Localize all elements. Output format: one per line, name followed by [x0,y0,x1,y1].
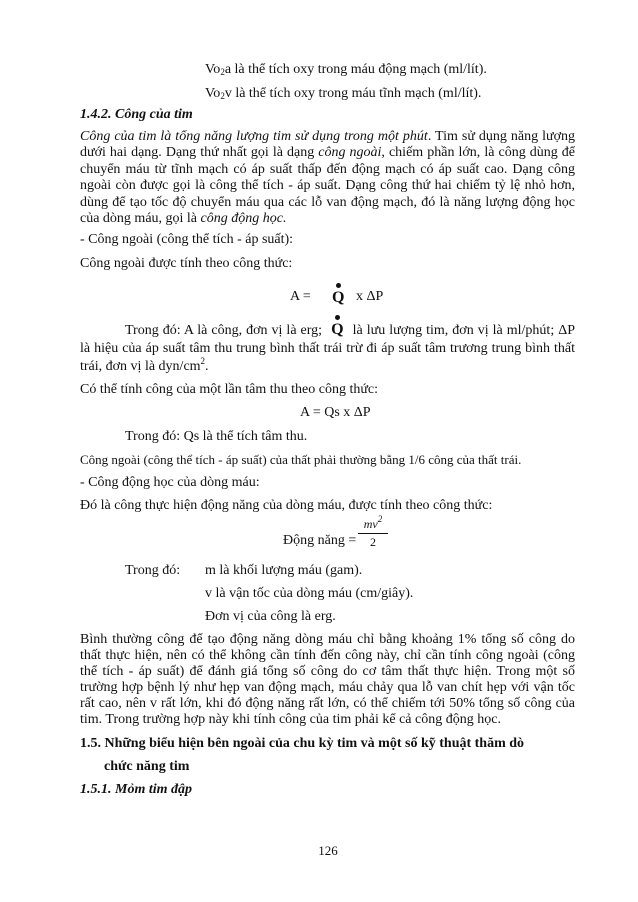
stroke-volume-definition: Trong đó: Qs là thể tích tâm thu. [125,429,308,444]
dot-above-icon [336,283,341,288]
paragraph-text: của dòng máu, gọi là [80,211,198,226]
paragraph-line [80,211,575,228]
formula-kinetic-label: Động năng = [283,533,357,548]
numerator-text: mv [363,517,378,531]
unit-definition: Đơn vị của công là erg. [205,609,336,624]
formula-work-rhs: x ΔP [356,289,384,304]
paragraph-line: chuyển máu từ tĩnh mạch có áp suất thấp đến động mạch có áp suất cao. Dạng công [80,161,575,177]
paragraph-line [80,358,575,376]
paragraph-line: thể tích - áp suất) để đánh giá tổng số công do cơ tâm thất thực hiện. Trong một số [80,664,575,679]
fraction-denominator: 2 [370,535,376,549]
paragraph-work-definitions [80,322,575,376]
paragraph-cardiac-work [80,129,575,228]
paragraph-text: trái, đơn vị là dyn/cm [80,359,201,374]
cardiac-output-letter: Q [331,321,344,338]
paragraph-text: . Tim sử dụng năng lượng [427,128,575,144]
paragraph-line: ngoài còn được gọi là công thể tích - áp suất. Dạng công thứ hai chiếm tỷ lệ nhỏ hơn, [80,178,575,193]
vo2v-subscript: 2 [220,91,225,101]
numerator-superscript: 2 [377,514,383,524]
cardiac-output-symbol [331,323,343,337]
term-kinetic-work: công động học. [200,211,287,226]
paragraph-text: . [205,359,209,374]
vo2a-subscript: 2 [220,67,225,77]
formula-work-lhs: A = [290,289,311,304]
paragraph-line: Bình thường công để tạo động năng dòng máu chỉ bằng khoảng 1% tổng số công do [80,632,575,647]
paragraph-text: dưới hai dạng. Dạng thứ nhất gọi là dạng [80,145,315,160]
external-work-item: - Công ngoài (công thể tích - áp suất): [80,232,294,247]
term-external-work: công ngoài [318,145,382,160]
cardiac-output-symbol [332,291,344,305]
superscript: 2 [200,356,206,366]
formula-work-flow [332,290,344,308]
vo2a-text: a là thể tích oxy trong máu động mạch (ml/lít). [224,62,487,77]
section-heading-1-5-1: 1.5.1. Mỏm tim đập [80,782,193,797]
paragraph-line: rất cao, nên v rất lớn, khi đó động năng rất lớn, có thể chiếm tới 50% tổng số công của [80,696,575,711]
paragraph-line [80,129,575,146]
section-heading-1-5-continued: chức năng tim [104,759,190,774]
paragraph-line: trường hợp bệnh lý như hẹp van động mạch, máu chảy qua lỗ van chít hẹp với vận tốc [80,680,575,695]
kinetic-work-item: - Công động học của dòng máu: [80,475,260,490]
right-ventricle-note: Công ngoài (công thể tích - áp suất) của thất phải thường bằng 1/6 công của thất trái. [80,452,522,467]
kinetic-work-intro: Đó là công thực hiện động năng của dòng máu, được tính theo công thức: [80,498,493,513]
page-number: 126 [318,843,338,858]
vo2v-prefix: Vo [205,86,221,101]
paragraph-text: Trong đó: A là công, đơn vị là erg; [125,323,323,338]
paragraph-line: là hiệu của áp suất tâm thu trung bình thất trái trừ đi áp suất tâm trương trung bình thất [80,341,575,356]
vo2a-definition [205,61,487,79]
external-work-intro: Công ngoài được tính theo công thức: [80,256,293,271]
dot-above-icon [335,315,340,320]
paragraph-line: thất thực hiện, nên có thể không cần tính đến công này, chỉ cần tính công ngoài (công [80,648,575,663]
section-heading-1-5: 1.5. Những biểu hiện bên ngoài của chu kỳ tim và một số kỹ thuật thăm dò [80,736,525,751]
fraction-numerator [358,516,388,533]
paragraph-line [80,145,575,162]
stroke-work-intro: Có thể tính công của một lần tâm thu theo công thức: [80,382,379,397]
vo2v-text: v là thể tích oxy trong máu tĩnh mạch (ml/lít). [224,86,482,101]
definition-italic: Công của tim là tổng năng lượng tim sử dụng trong một phút [80,128,428,144]
fraction [358,516,388,551]
paragraph-kinetic-share [80,632,575,728]
velocity-definition: v là vận tốc của dòng máu (cm/giây). [205,586,414,601]
kinetic-where-label: Trong đó: [125,563,181,578]
paragraph-line: tim. Trong trường hợp này khi tính công của tim phải kể cả công động học. [80,712,501,727]
vo2a-prefix: Vo [205,62,221,77]
paragraph-text: , chiếm phần lớn, là công dùng để [381,145,576,160]
paragraph-line [80,322,575,340]
mass-definition: m là khối lượng máu (gam). [205,563,363,578]
paragraph-text: là lưu lượng tim, đơn vị là ml/phút; ΔP [352,323,576,338]
vo2v-definition [205,85,481,103]
cardiac-output-letter: Q [332,289,345,306]
formula-stroke-work: A = Qs x ΔP [300,405,371,420]
section-heading-1-4-2: 1.4.2. Công của tim [80,107,193,122]
paragraph-line: dùng để tạo tốc độ chuyển máu qua các lỗ van động mạch, đó là năng lượng động học [80,194,575,210]
